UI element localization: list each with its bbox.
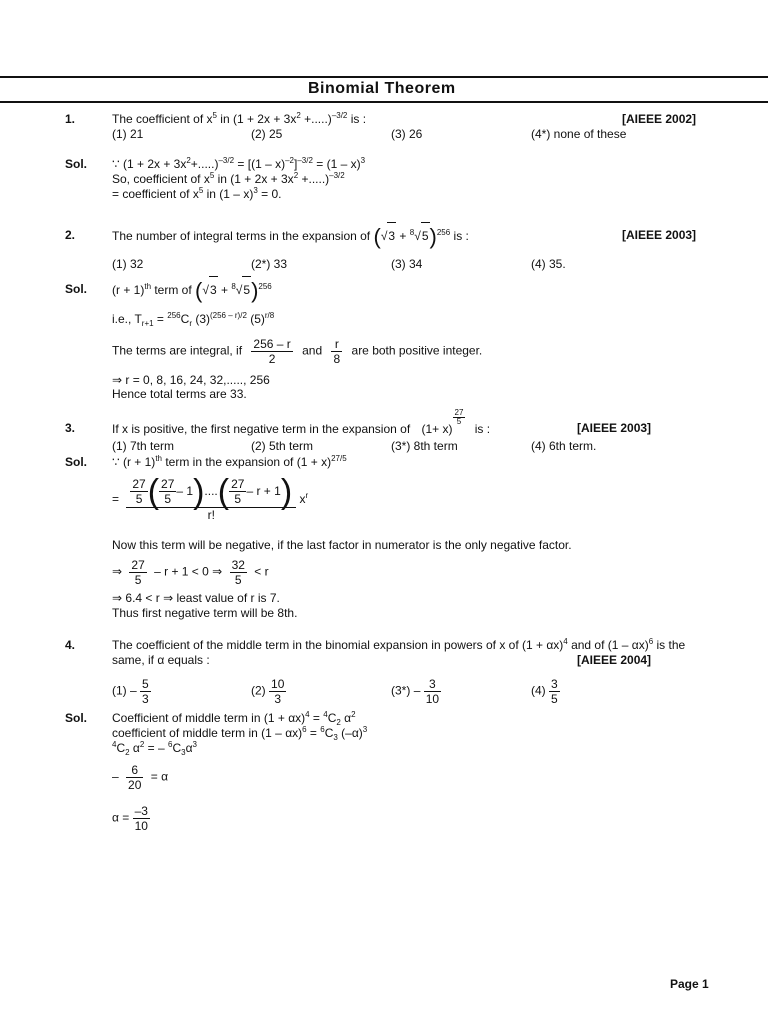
solution-3-big-fraction: = $\frac{27}{5}$ ( $\frac{27}{5}$ – 1)....( $\frac{27}{5}$ – r + 1) r! $x^r$ — [112, 472, 309, 522]
header-top-rule — [0, 76, 768, 78]
question-1-option-4: (4*) none of these — [531, 127, 627, 141]
question-2-expression: $(√3 + ^8√5)^{256}$ — [373, 223, 451, 249]
solution-4-label: Sol. — [65, 711, 88, 725]
question-2-source-tag: [AIEEE 2003] — [622, 228, 697, 242]
question-2-number: 2. — [65, 228, 76, 242]
question-2-text: The number of integral terms in the expansion of $(√3 + ^8√5)^{256}$ is : — [112, 223, 469, 249]
question-4-option-2: (2) $\frac{10}{3}$ — [251, 677, 285, 706]
question-4-line-1: The coefficient of the middle term in the binomial expansion in powers of x of $(1 + \alpha x)^4$ and of (1 – αx)$^6$ is the — [112, 637, 686, 652]
solution-2-line-4: ⇒ r = 0, 8, 16, 24, 32,....., 256 — [112, 373, 270, 387]
header-bottom-rule — [0, 101, 768, 103]
solution-3-line-1: ∵ $(r + 1)^{th}$ term in the expansion of $(1 + x)^{27/5}$ — [112, 454, 347, 469]
question-2-option-4: (4) 35. — [531, 257, 566, 271]
question-3-text: If x is positive, the first negative term in the expansion of (1+ x) $\frac{27}{5}$ is : — [112, 408, 491, 436]
page-number: Page 1 — [670, 977, 709, 991]
fraction-r-over-8: $\frac{r}{8}$ — [333, 337, 341, 366]
question-4-option-1: (1) – $\frac{5}{3}$ — [112, 677, 149, 706]
solution-2-line-2: i.e., $T_{r+1} = ^{256}C_r$ $(3)^{(256 - r)/2}$ $(5)^{r/8}$ — [112, 311, 275, 328]
question-1-number: 1. — [65, 112, 76, 126]
solution-4-line-4: – $\frac{6}{20}$ = α — [112, 763, 169, 792]
solution-3-line-3: ⇒ 6.4 < r ⇒ least value of r is 7. — [112, 591, 280, 605]
solution-4-line-1: Coefficient of middle term in $(1 + \alpha x)^4 = ^4C_2$ $\alpha^2$ — [112, 710, 356, 727]
question-1-option-2: (2) 25 — [251, 127, 283, 141]
solution-4-line-3: $^4C_2$ $\alpha^2$ = – $^6C_3\alpha^3$ — [112, 740, 197, 757]
solution-2-line-5: Hence total terms are 33. — [112, 387, 247, 401]
fraction-256-minus-r-over-2: $\frac{256 - r}{2}$ — [253, 337, 291, 366]
solution-3-line-4: Thus first negative term will be 8th. — [112, 606, 298, 620]
question-4-line-2: same, if α equals : — [112, 653, 210, 667]
question-4-source-tag: [AIEEE 2004] — [577, 653, 652, 667]
solution-1-line-1: ∵ $(1 + 2x + 3x^2+.....)^{-3/2} = [(1 - x)^{-2}]^{-3/2} = (1 - x)^3$ — [112, 156, 366, 171]
solution-2-label: Sol. — [65, 282, 88, 296]
solution-3-line-2: Now this term will be negative, if the last factor in numerator is the only negative factor. — [112, 538, 572, 552]
solution-4-line-2: coefficient of middle term in $(1 - \alpha x)^6 = ^6C_3$ $(-\alpha)^3$ — [112, 725, 368, 742]
solution-1-line-2: So, coefficient of $x^5$ in $(1 + 2x + 3x^2 +.....)^{-3/2}$ — [112, 171, 345, 186]
question-4-number: 4. — [65, 638, 76, 652]
solution-3-label: Sol. — [65, 455, 88, 469]
question-2-option-3: (3) 34 — [391, 257, 423, 271]
page-title: Binomial Theorem — [308, 80, 456, 97]
question-2-option-1: (1) 32 — [112, 257, 144, 271]
solution-3-line-inequality: ⇒ $\frac{27}{5}$ – r + 1 < 0 ⇒ $\frac{32}{5}$ < r — [112, 558, 269, 587]
question-3-source-tag: [AIEEE 2003] — [577, 421, 652, 435]
question-3-number: 3. — [65, 421, 76, 435]
question-3-option-1: (1) 7th term — [112, 439, 175, 453]
question-4-option-4: (4) $\frac{3}{5}$ — [531, 677, 558, 706]
question-4-option-3: (3*) – $\frac{3}{10}$ — [391, 677, 440, 706]
question-1-option-1: (1) 21 — [112, 127, 144, 141]
question-3-option-3: (3*) 8th term — [391, 439, 458, 453]
question-1-option-3: (3) 26 — [391, 127, 423, 141]
question-2-option-2: (2*) 33 — [251, 257, 288, 271]
solution-4-line-5: α = $\frac{-3}{10}$ — [112, 804, 148, 833]
solution-2-line-3: The terms are integral, if $\frac{256 - r}{2}$ and $\frac{r}{8}$ are both positive integer. — [112, 337, 483, 366]
solution-2-line-1: $(r + 1)^{th}$ term of $(√3 + ^8√5)^{256}$ — [112, 277, 272, 303]
question-1-source-tag: [AIEEE 2002] — [622, 112, 697, 126]
question-3-option-2: (2) 5th term — [251, 439, 314, 453]
solution-1-line-3: = coefficient of $x^5$ in (1 – x)$^3$ = 0. — [112, 186, 282, 201]
question-1-text: The coefficient of $x^5$ in $(1 + 2x + 3x^2 +.....)^{-3/2}$ is : — [112, 111, 367, 126]
solution-1-label: Sol. — [65, 157, 88, 171]
question-3-option-4: (4) 6th term. — [531, 439, 597, 453]
